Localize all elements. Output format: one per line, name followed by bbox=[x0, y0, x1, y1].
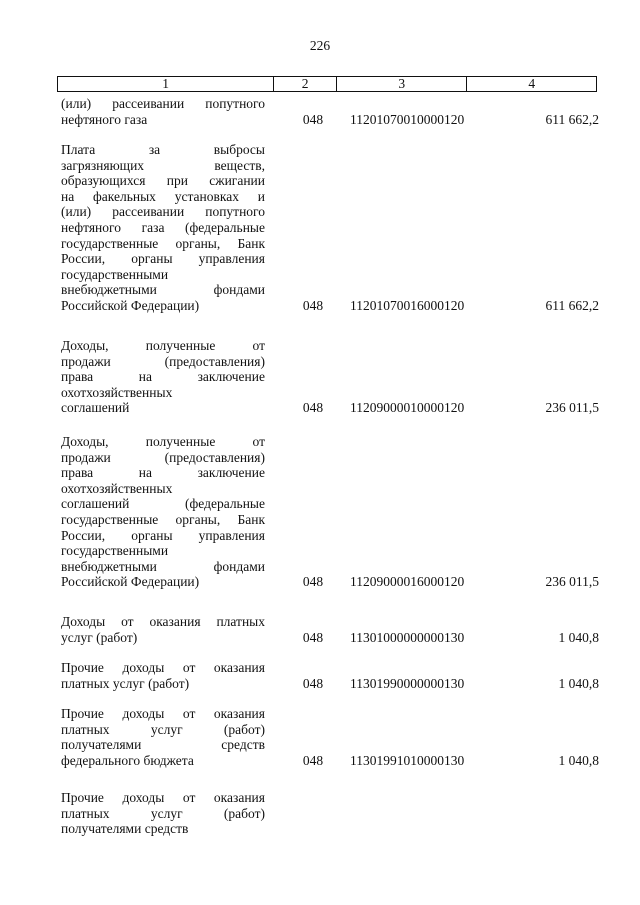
description-line: Доходы, полученные от bbox=[61, 338, 265, 353]
header-col-1: 1 bbox=[58, 77, 274, 91]
row-description bbox=[61, 790, 265, 837]
admin-code: 048 bbox=[302, 675, 324, 691]
description-line: загрязняющих веществ, bbox=[61, 157, 265, 173]
row-description bbox=[61, 614, 265, 645]
description-line: Российской Федерации) bbox=[61, 574, 200, 590]
amount-value: 611 662,2 bbox=[545, 111, 599, 127]
description-line: государственными bbox=[61, 266, 169, 282]
classification-code: 11201070016000120 bbox=[350, 298, 465, 313]
description-line: платных услуг (работ) bbox=[61, 675, 190, 691]
description-line: охотхозяйственных bbox=[61, 480, 173, 496]
amount-value: 1 040,8 bbox=[558, 752, 599, 768]
amount-value: 1 040,8 bbox=[558, 629, 599, 645]
description-line: государственными bbox=[61, 543, 169, 559]
description-line: Доходы, полученные от bbox=[61, 434, 265, 449]
description-line: внебюджетными фондами bbox=[61, 558, 265, 574]
row-description bbox=[61, 660, 265, 691]
description-line: соглашений (федеральные bbox=[61, 496, 265, 512]
description-line: России, органы управления bbox=[61, 251, 265, 267]
classification-code: 11301991010000130 bbox=[350, 752, 465, 768]
row-description bbox=[61, 96, 265, 127]
description-line: Доходы от оказания платных bbox=[61, 614, 265, 629]
description-line: Прочие доходы от оказания bbox=[61, 706, 265, 721]
description-line: получателями средств bbox=[61, 821, 189, 837]
admin-code: 048 bbox=[302, 574, 324, 590]
classification-code: 11209000016000120 bbox=[350, 574, 465, 590]
classification-code: 11301000000000130 bbox=[350, 629, 465, 645]
description-line: государственные органы, Банк bbox=[61, 235, 265, 251]
header-col-4: 4 bbox=[528, 76, 536, 91]
description-line: соглашений bbox=[61, 400, 130, 416]
description-line: на факельных установках и bbox=[61, 188, 265, 204]
row-description bbox=[61, 706, 265, 768]
admin-code: 048 bbox=[302, 298, 324, 313]
description-line: охотхозяйственных bbox=[61, 384, 173, 400]
classification-code: 11201070010000120 bbox=[350, 111, 465, 127]
admin-code: 048 bbox=[302, 111, 324, 127]
description-line: внебюджетными фондами bbox=[61, 282, 265, 298]
row-description bbox=[61, 338, 265, 416]
description-line: получателями средств bbox=[61, 737, 265, 753]
header-col-2: 2 bbox=[274, 77, 337, 91]
row-description bbox=[61, 434, 265, 590]
amount-value: 236 011,5 bbox=[545, 574, 599, 590]
description-line: Российской Федерации) bbox=[61, 297, 200, 313]
row-description bbox=[61, 142, 265, 314]
admin-code: 048 bbox=[302, 629, 324, 645]
amount-value: 1 040,8 bbox=[558, 675, 599, 691]
description-line: Плата за выбросы bbox=[61, 142, 265, 157]
page-number: 226 bbox=[309, 38, 331, 53]
description-line: нефтяного газа bbox=[61, 111, 148, 127]
description-line: образующихся при сжигании bbox=[61, 173, 265, 189]
header-col-3: 3 bbox=[337, 77, 468, 91]
table-header bbox=[57, 76, 597, 92]
description-line: услуг (работ) bbox=[61, 629, 138, 645]
description-line: продажи (предоставления) bbox=[61, 449, 265, 465]
description-line: Прочие доходы от оказания bbox=[61, 660, 265, 675]
description-line: (или) рассеивании попутного bbox=[61, 96, 265, 111]
amount-value: 611 662,2 bbox=[545, 298, 599, 313]
description-line: платных услуг (работ) bbox=[61, 805, 265, 821]
admin-code: 048 bbox=[302, 752, 324, 768]
classification-code: 11209000010000120 bbox=[350, 400, 465, 416]
description-line: продажи (предоставления) bbox=[61, 353, 265, 369]
description-line: (или) рассеивании попутного bbox=[61, 204, 265, 220]
description-line: Прочие доходы от оказания bbox=[61, 790, 265, 805]
amount-value: 236 011,5 bbox=[545, 400, 599, 416]
admin-code: 048 bbox=[302, 400, 324, 416]
classification-code: 11301990000000130 bbox=[350, 675, 465, 691]
description-line: платных услуг (работ) bbox=[61, 721, 265, 737]
description-line: нефтяного газа (федеральные bbox=[61, 219, 265, 235]
description-line: права на заключение bbox=[61, 465, 265, 481]
description-line: права на заключение bbox=[61, 369, 265, 385]
description-line: России, органы управления bbox=[61, 527, 265, 543]
description-line: федерального бюджета bbox=[61, 752, 194, 768]
description-line: государственные органы, Банк bbox=[61, 511, 265, 527]
